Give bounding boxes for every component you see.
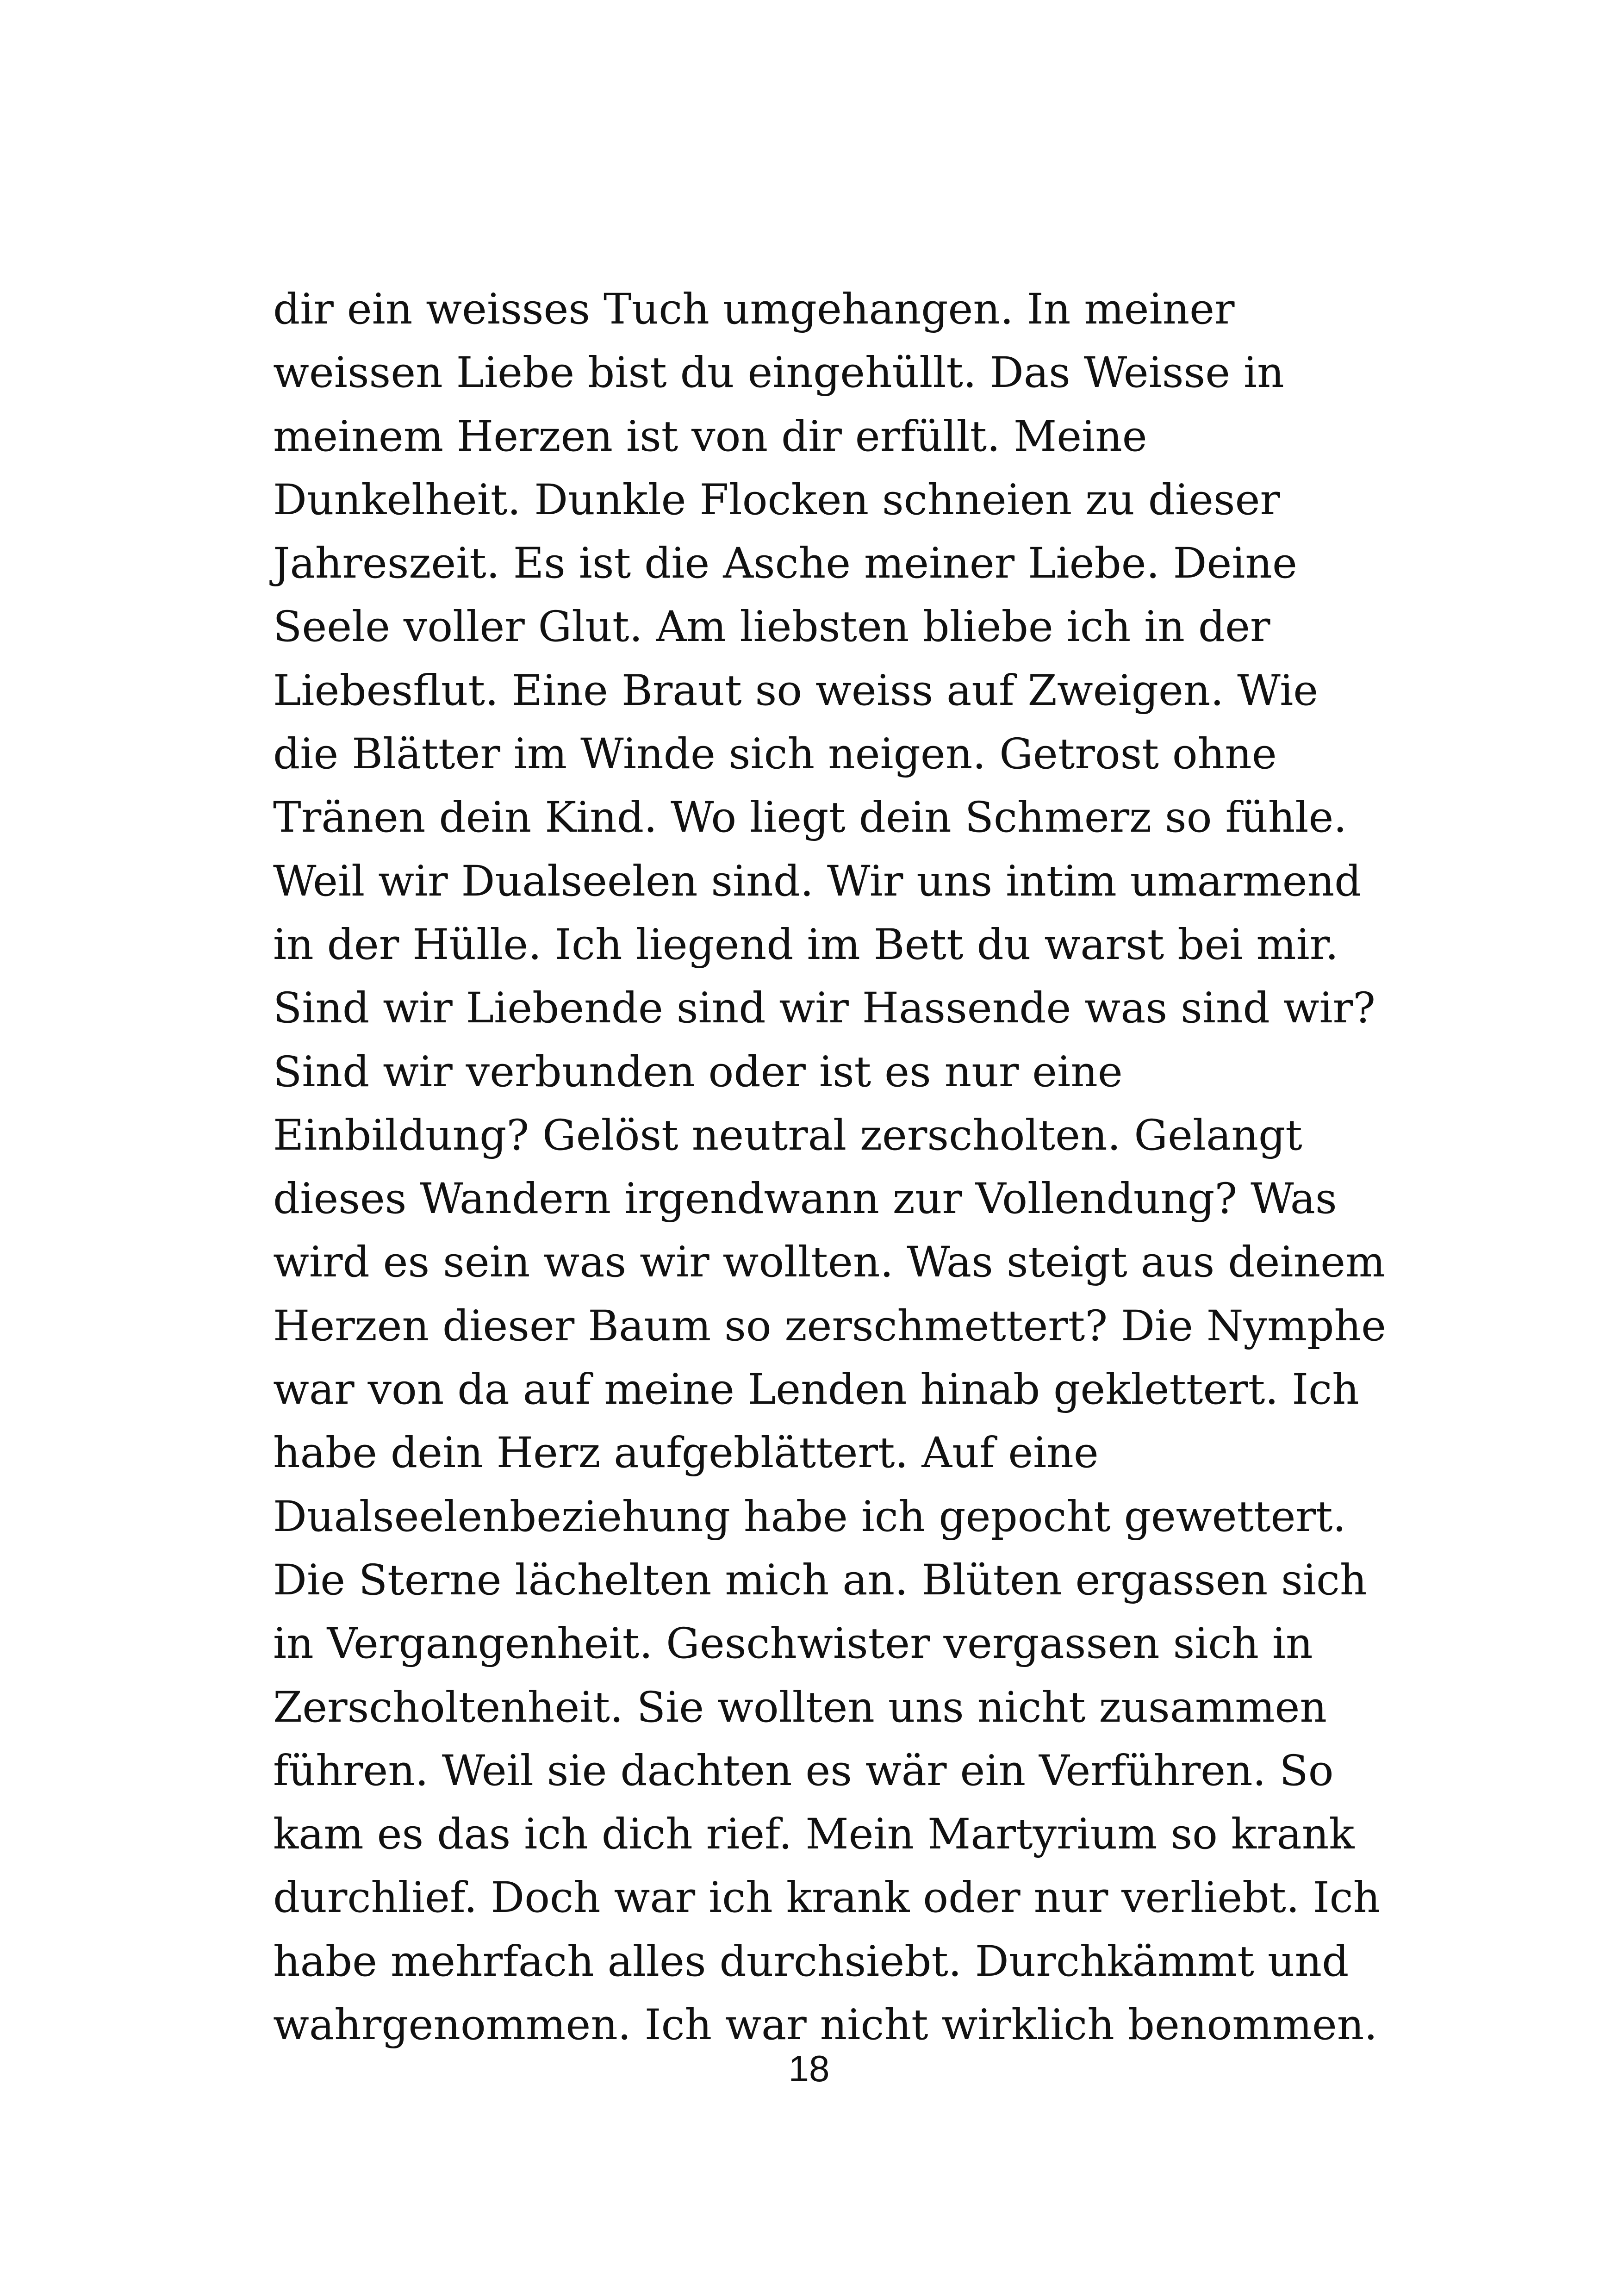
text-line: Sind wir Liebende sind wir Hassende was sind wir? [273, 984, 1375, 1033]
text-line: Zerscholtenheit. Sie wollten uns nicht zusammen [273, 1683, 1327, 1732]
text-line: habe dein Herz aufgeblättert. Auf eine [273, 1429, 1099, 1478]
text-line: Liebesflut. Eine Braut so weiss auf Zweigen. Wie [273, 666, 1319, 715]
text-line: kam es das ich dich rief. Mein Martyrium so krank [273, 1810, 1355, 1859]
text-line: Sind wir verbunden oder ist es nur eine [273, 1047, 1123, 1096]
body-text [273, 278, 1384, 2057]
text-line: meinem Herzen ist von dir erfüllt. Meine [273, 412, 1147, 461]
text-line: in Vergangenheit. Geschwister vergassen sich in [273, 1619, 1313, 1668]
text-line: Tränen dein Kind. Wo liegt dein Schmerz so fühle. [273, 793, 1347, 842]
text-line: Herzen dieser Baum so zerschmettert? Die Nymphe [273, 1301, 1386, 1350]
text-line: wahrgenommen. Ich war nicht wirklich benommen. [273, 2001, 1378, 2050]
text-line: Einbildung? Gelöst neutral zerscholten. Gelangt [273, 1111, 1302, 1160]
text-line: war von da auf meine Lenden hinab geklettert. Ich [273, 1365, 1359, 1414]
text-line: Seele voller Glut. Am liebsten bliebe ich in der [273, 603, 1270, 652]
text-line: Dualseelenbeziehung habe ich gepocht gewettert. [273, 1492, 1346, 1541]
text-line: Dunkelheit. Dunkle Flocken schneien zu dieser [273, 475, 1280, 524]
text-line: Jahreszeit. Es ist die Asche meiner Liebe. Deine [273, 539, 1297, 588]
text-line: Die Sterne lächelten mich an. Blüten ergassen sich [273, 1556, 1367, 1605]
text-line: Weil wir Dualseelen sind. Wir uns intim umarmend [273, 857, 1362, 906]
text-line: wird es sein was wir wollten. Was steigt aus deinem [273, 1238, 1386, 1287]
page-number: 18 [788, 2048, 830, 2089]
text-line: durchlief. Doch war ich krank oder nur verliebt. Ich [273, 1873, 1381, 1923]
text-line: führen. Weil sie dachten es wär ein Verführen. So [273, 1746, 1334, 1795]
text-line: habe mehrfach alles durchsiebt. Durchkämmt und [273, 1937, 1349, 1986]
text-line: die Blätter im Winde sich neigen. Getrost ohne [273, 730, 1277, 779]
text-line: weissen Liebe bist du eingehüllt. Das Weisse in [273, 348, 1284, 398]
text-line: dieses Wandern irgendwann zur Vollendung? Was [273, 1175, 1337, 1224]
text-line: dir ein weisses Tuch umgehangen. In meiner [273, 285, 1235, 334]
text-line: in der Hülle. Ich liegend im Bett du warst bei mir. [273, 920, 1339, 969]
